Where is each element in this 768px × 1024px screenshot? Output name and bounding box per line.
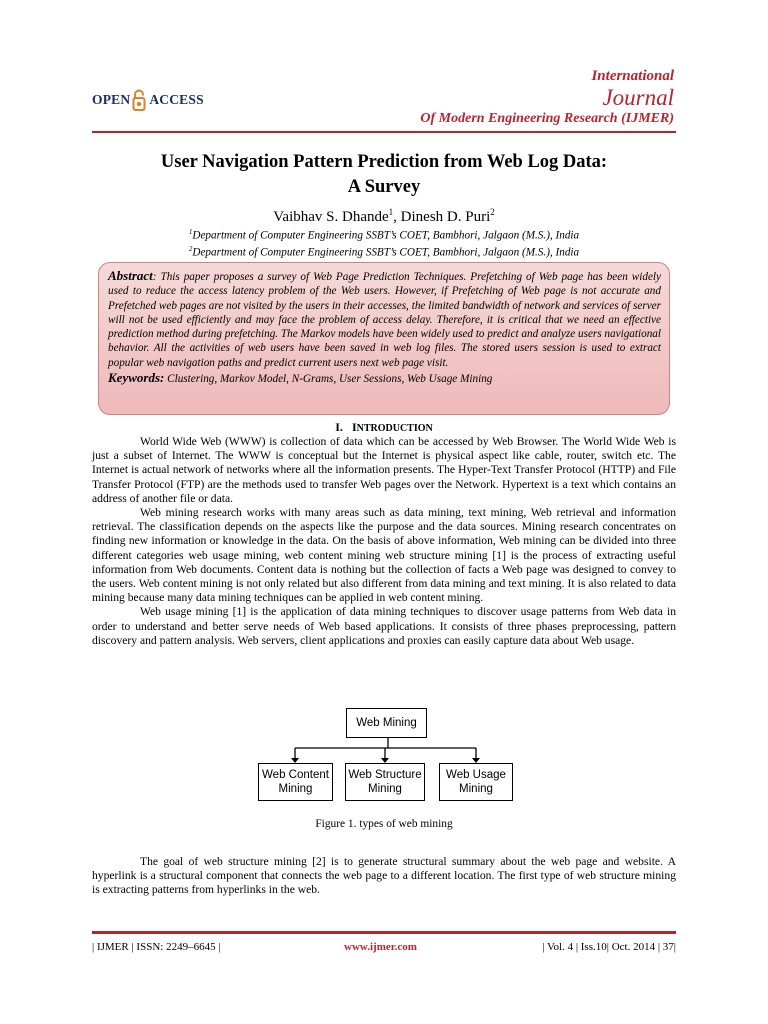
abstract-paragraph [108, 269, 661, 370]
node-web-content-line1: Web Content [262, 769, 329, 781]
affiliation-2-sup: 2 [188, 245, 193, 253]
keywords-paragraph [108, 371, 661, 386]
node-web-structure-line2: Mining [368, 783, 402, 795]
paragraph-1: World Wide Web (WWW) is collection of data which can be accessed by Web Browser. The World Wide Web is just a subset of Internet. The WWW is conceptual but the Internet is physical aspect like cable, router, switch etc. The Internet is actual network of networks where all the information presents. The Hyper-Text Transfer Protocol (HTTP) and File Transfer Protocol (FTP) are the methods used to transfer Web pages over the Network. Hypertext is a text which contains an address of another file or data. [92, 435, 676, 505]
web-mining-diagram [255, 702, 515, 804]
header-rule [92, 131, 676, 133]
abstract-box [98, 262, 670, 415]
affiliation-1-sup: 1 [188, 228, 193, 236]
footer-rule [92, 931, 676, 934]
section-first-letter: I [351, 420, 357, 434]
footer-website-link[interactable]: www.ijmer.com [344, 941, 417, 953]
after-figure-text [92, 855, 676, 898]
author-separator: , [393, 209, 401, 225]
author-1-sup: 1 [388, 207, 394, 217]
intro-text [92, 435, 676, 648]
node-web-mining [346, 708, 427, 738]
figure-caption: Figure 1. types of web mining [315, 818, 453, 830]
open-lock-icon [132, 89, 146, 111]
paper-title [92, 150, 676, 200]
footer-left: | IJMER | ISSN: 2249–6645 | [92, 941, 221, 953]
open-access-left: OPEN [92, 92, 131, 107]
section-heading [92, 420, 676, 435]
node-web-usage-line1: Web Usage [446, 769, 506, 781]
open-access-right: ACCESS [149, 92, 204, 107]
paragraph-4: The goal of web structure mining [2] is to generate structural summary about the web page and website. A hyperlink is a structural component that connects the web page to a different location. The first type of web structure mining is extracting patterns from hyperlinks in the web. [92, 855, 676, 897]
node-web-content-mining [258, 763, 333, 801]
author-2-sup: 2 [490, 207, 495, 217]
title-line-1: User Navigation Pattern Prediction from Web Log Data: [160, 152, 608, 172]
node-web-content-line2: Mining [278, 783, 313, 795]
journal-line-2: Journal [602, 85, 674, 110]
affiliation-2-text: Department of Computer Engineering SSBT’s COET, Bambhori, Jalgaon (M.S.), India [192, 246, 580, 259]
open-access-logo [92, 86, 204, 114]
paragraph-2: Web mining research works with many areas such as data mining, text mining, Web retrieval and information retrieval. The classification depends on the aspects like the purpose and the data sources. Mining research concentrates on finding new information or knowledge in the data. On the basis of above information, Web mining can be divided into three different categories web usage mining, web content mining web structure mining [1] is the process of extracting useful information from Web documents. Content data is nothing but the collection of facts a Web page was designed to convey to the users. Web content mining is not only related but also different from data mining and text mining. It is also related to data mining because many data mining techniques can be applied in web content mining. [92, 506, 676, 605]
node-web-mining-label: Web Mining [356, 717, 417, 729]
keywords-label: Keywords: [108, 370, 165, 386]
affiliation-1 [92, 228, 676, 242]
abstract-text: : This paper proposes a survey of Web Page Prediction Techniques. Prefetching of Web page has been widely used to reduce the access latency problem of the Web users. However, if Prefetching of Web page is not accurate and Prefetched web pages are not visited by the users in their accesses, the limited bandwidth of network and services of server will not be used efficiently and may face the problem of access delay. Therefore, it is critical that we need an effective prediction method during prefetching. The Markov models have been widely used to predict and analyze users navigational behavior. All the activities of web users have been saved in web log files. The stored users session is used to extract popular web navigation paths and predict current users next web page visit. [108, 271, 661, 369]
author-1: Vaibhav S. Dhande [273, 209, 389, 225]
node-web-usage-line2: Mining [459, 783, 493, 795]
footer-right: | Vol. 4 | Iss.10| Oct. 2014 | 37| [542, 941, 676, 953]
paragraph-3: Web usage mining [1] is the application of data mining techniques to discover usage patterns from Web data in order to understand and better serve needs of Web based applications. It consists of three phases preprocessing, pattern discovery and pattern analysis. Web servers, client applications and proxies can easily capture data about Web usage. [92, 605, 676, 647]
node-web-structure-line1: Web Structure [348, 769, 422, 781]
section-number: I. [335, 420, 343, 434]
authors [92, 207, 676, 226]
author-2: Dinesh D. Puri [400, 209, 491, 225]
abstract-label: Abstract [108, 268, 153, 283]
journal-line-3: Of Modern Engineering Research (IJMER) [420, 111, 674, 126]
journal-line-1: International [591, 68, 674, 84]
keywords-text: Clustering, Markov Model, N-Grams, User Sessions, Web Usage Mining [164, 373, 493, 386]
section-rest: NTRODUCTION [356, 423, 433, 434]
title-line-2: A Survey [347, 177, 421, 197]
node-web-usage-mining [439, 763, 513, 801]
affiliation-2 [92, 245, 676, 259]
affiliation-1-text: Department of Computer Engineering SSBT’s COET, Bambhori, Jalgaon (M.S.), India [192, 229, 580, 242]
node-web-structure-mining [345, 763, 425, 801]
